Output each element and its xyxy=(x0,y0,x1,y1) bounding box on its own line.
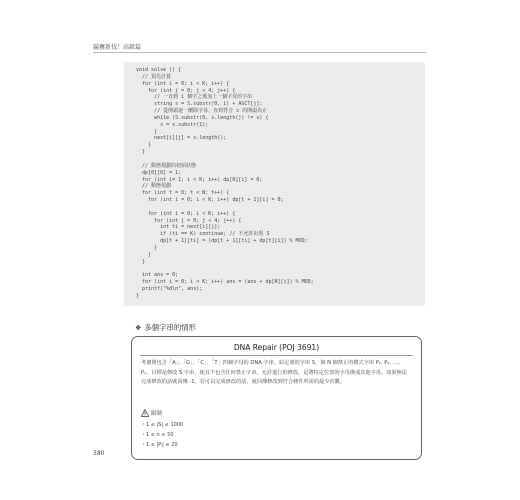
problem-box xyxy=(131,336,422,460)
code-listing: void solve () { // 預先計算 for (int i = 0; i < K; i++) { for (int j = 0; j < 4; j++) { // 一直到 i 個字之後加上一個字母的字串 string s = S.substr(0, i) + AGCT[j]; // 從開頭逐一刪除字母，直到符合 s 的開頭為止 while (S.substr(0, s.length()) != s) { s = s.substr(1); } next[i][j] = s.length(); } } // 動態規劃的初始狀態 dp[0][0] = 1; for (int i= 1; i < K; i++) dp[0][i] = 0; // 動態規劃 for (int t = 0; t < N; t++) { for (int i = 0; i < K; i++) dp[t + 1][i] = 0; for (int i = 0; i < K; i++) { for (int j = 0; j < 4; j++) { int ti = next[i][j]; if (ti == K) continue; // 不允許出現 S dp[t + 1][ti] = (dp[t + 1][ti] + dp[t][i]) % MOD; } } } int ans = 0; for (int i = 0; i < K; i++) ans = (ans + dp[N][i]) % MOD; printf("%d\n", ans); } xyxy=(136,67,314,299)
constraint-item: ・1 ≤ |Pᵢ| ≤ 20 xyxy=(141,442,178,448)
header-divider xyxy=(93,52,426,53)
constraints-heading xyxy=(141,409,162,417)
page-number: 380 xyxy=(93,450,105,457)
problem-description: 考慮僅包含「A」、「G」、「C」、「T」四個字母的 DNA 字串。給定壞的字串 S，與 N 個禁止的模式字串 P₁, P₂, …, Pₙ。目標是修改 S 字串，使其不包含任何禁止字串。允許進行的修改，是將特定位置的字母換成其他字母。如果無法完成修改的話就回傳 -1，若可以完成修改的話，就回傳修改到符合條件所需的最少次數。 xyxy=(141,360,407,386)
running-header: 競賽新技！高級篇 xyxy=(93,44,142,51)
constraint-item: ・1 ≤ |S| ≤ 1000 xyxy=(141,422,184,428)
code-block xyxy=(124,62,425,306)
diamond-bullet-icon: ❖ xyxy=(135,323,142,332)
title-divider xyxy=(140,355,413,356)
constraints-label: 限制 xyxy=(151,411,162,417)
section-heading-text: 多個字串的情形 xyxy=(144,323,197,332)
section-heading xyxy=(135,322,196,333)
constraint-item: ・1 ≤ n ≤ 50 xyxy=(141,432,174,438)
warning-icon xyxy=(141,409,149,417)
problem-title: DNA Repair (POJ 3691) xyxy=(233,343,320,352)
